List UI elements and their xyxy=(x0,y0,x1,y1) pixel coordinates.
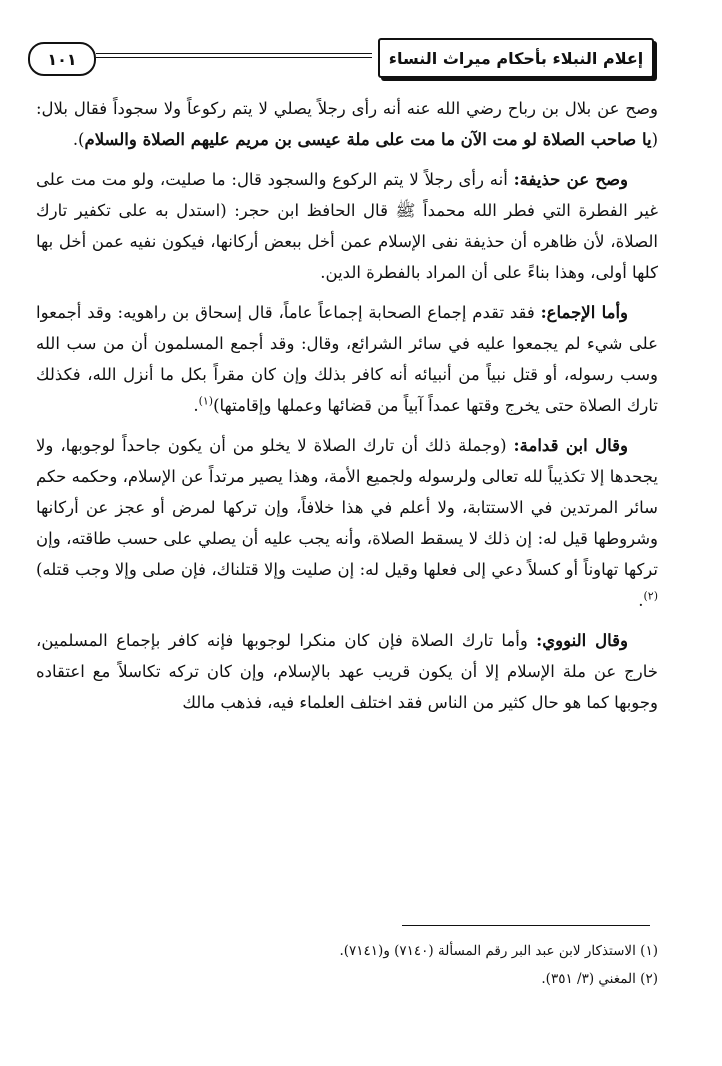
footnote-marker-2[interactable]: (٢) xyxy=(643,589,658,603)
paragraph-text: وصح عن بلال بن رباح رضي الله عنه أنه رأى رجلاً يصلي لا يتم ركوعاً ولا سجوداً فقال بلال: ( xyxy=(36,99,658,149)
paragraph-text: وأما تارك الصلاة فإن كان منكرا لوجوبها فإنه كافر بإجماع المسلمين، خارج عن ملة الإسلام إلا أن يكون قريب عهد بالإسلام، وإن كان تركه تكاسلاً مع اعتقاده وجوبها كما هو حال كثير من الناس فقد اختلف العلماء فيه، فذهب مالك xyxy=(36,631,658,712)
paragraph-tail: ). xyxy=(72,130,85,149)
quoted-saying: يا صاحب الصلاة لو مت الآن ما مت على ملة عيسى بن مريم عليهم الصلاة والسلام xyxy=(84,130,652,149)
footnote-separator xyxy=(402,925,650,926)
paragraph-text: أنه رأى رجلاً لا يتم الركوع والسجود قال: ما صليت، ولو مت مت على غير الفطرة التي فطر الله محمداً ﷺ قال الحافظ ابن حجر: (استدل به على تكفير تارك الصلاة، لأن ظاهره أن حذيفة نفى الإسلام عمن أخل ببعض أركانها، فيكون نفيه عمن أخل بها كلها أولى، وهذا بناءً على أن المراد بالفطرة الدين. xyxy=(36,170,658,282)
paragraph-hudhayfa xyxy=(36,164,658,288)
footnote-marker-1[interactable]: (١) xyxy=(198,394,214,408)
book-title: إعلام النبلاء بأحكام ميراث النساء xyxy=(388,48,644,68)
paragraph-text: فقد تقدم إجماع الصحابة إجماعاً عاماً، قال إسحاق بن راهويه: وقد أجمعوا على شيء لم يجمعوا عليه في سائر الشرائع، وقال: وقد أجمع المسلمون أن من سب الله وسب رسوله، أو قتل نبياً من أنبيائه أنه كافر بذلك وإن كان مقراً بكل ما أنزل الله، فكذلك تارك الصلاة حتى يخرج وقتها عمداً آبياً من قضائها وعملها وإقامتها) xyxy=(36,303,658,415)
header-rule-top xyxy=(96,53,372,54)
paragraph-lead: وقال النووي: xyxy=(536,631,628,650)
paragraph-ijma xyxy=(36,297,658,421)
paragraph-ibn-qudama xyxy=(36,430,658,616)
main-text xyxy=(36,93,658,718)
paragraph-text: (وجملة ذلك أن تارك الصلاة لا يخلو من أن يكون جاحداً لوجوبها، ولا يجحدها إلا تكذيباً لله تعالى ولرسوله ولجميع الأمة، وهذا يصير مرتداً عن الإسلام، وحكمه حكم سائر المرتدين في الاستتابة، ولا أعلم في هذا خلافاً، وإن تركها لمرض أو عجز عن أركانها وشروطها قيل له: إن ذلك لا يسقط الصلاة، وأنه يجب عليه أن يصلي على حسب طاقته، وإن تركها تهاوناً أو كسلاً دعي إلى فعلها وقيل له: إن صليت وإلا قتلناك، فإن صلى وإلا وجب قتله) xyxy=(36,436,658,579)
book-title-box xyxy=(378,38,654,78)
footnote-1: (١) الاستذكار لابن عبد البر رقم المسألة (٧١٤٠) و(٧١٤١). xyxy=(339,943,658,959)
paragraph-lead: وصح عن حذيفة: xyxy=(513,170,628,189)
footnote-2: (٢) المغني (٣/ ٣٥١). xyxy=(541,971,658,987)
page-number-badge xyxy=(28,42,96,76)
paragraph-tail: . xyxy=(193,396,199,415)
footnotes xyxy=(36,937,658,993)
page-number: ١٠١ xyxy=(47,49,77,69)
paragraph-nawawi xyxy=(36,625,658,718)
header-rule-bottom xyxy=(96,57,372,58)
paragraph-lead: وأما الإجماع: xyxy=(540,303,629,322)
paragraph-tail: . xyxy=(638,591,644,610)
paragraph-bilal xyxy=(36,93,658,155)
paragraph-lead: وقال ابن قدامة: xyxy=(513,436,628,455)
page-header xyxy=(28,30,654,86)
